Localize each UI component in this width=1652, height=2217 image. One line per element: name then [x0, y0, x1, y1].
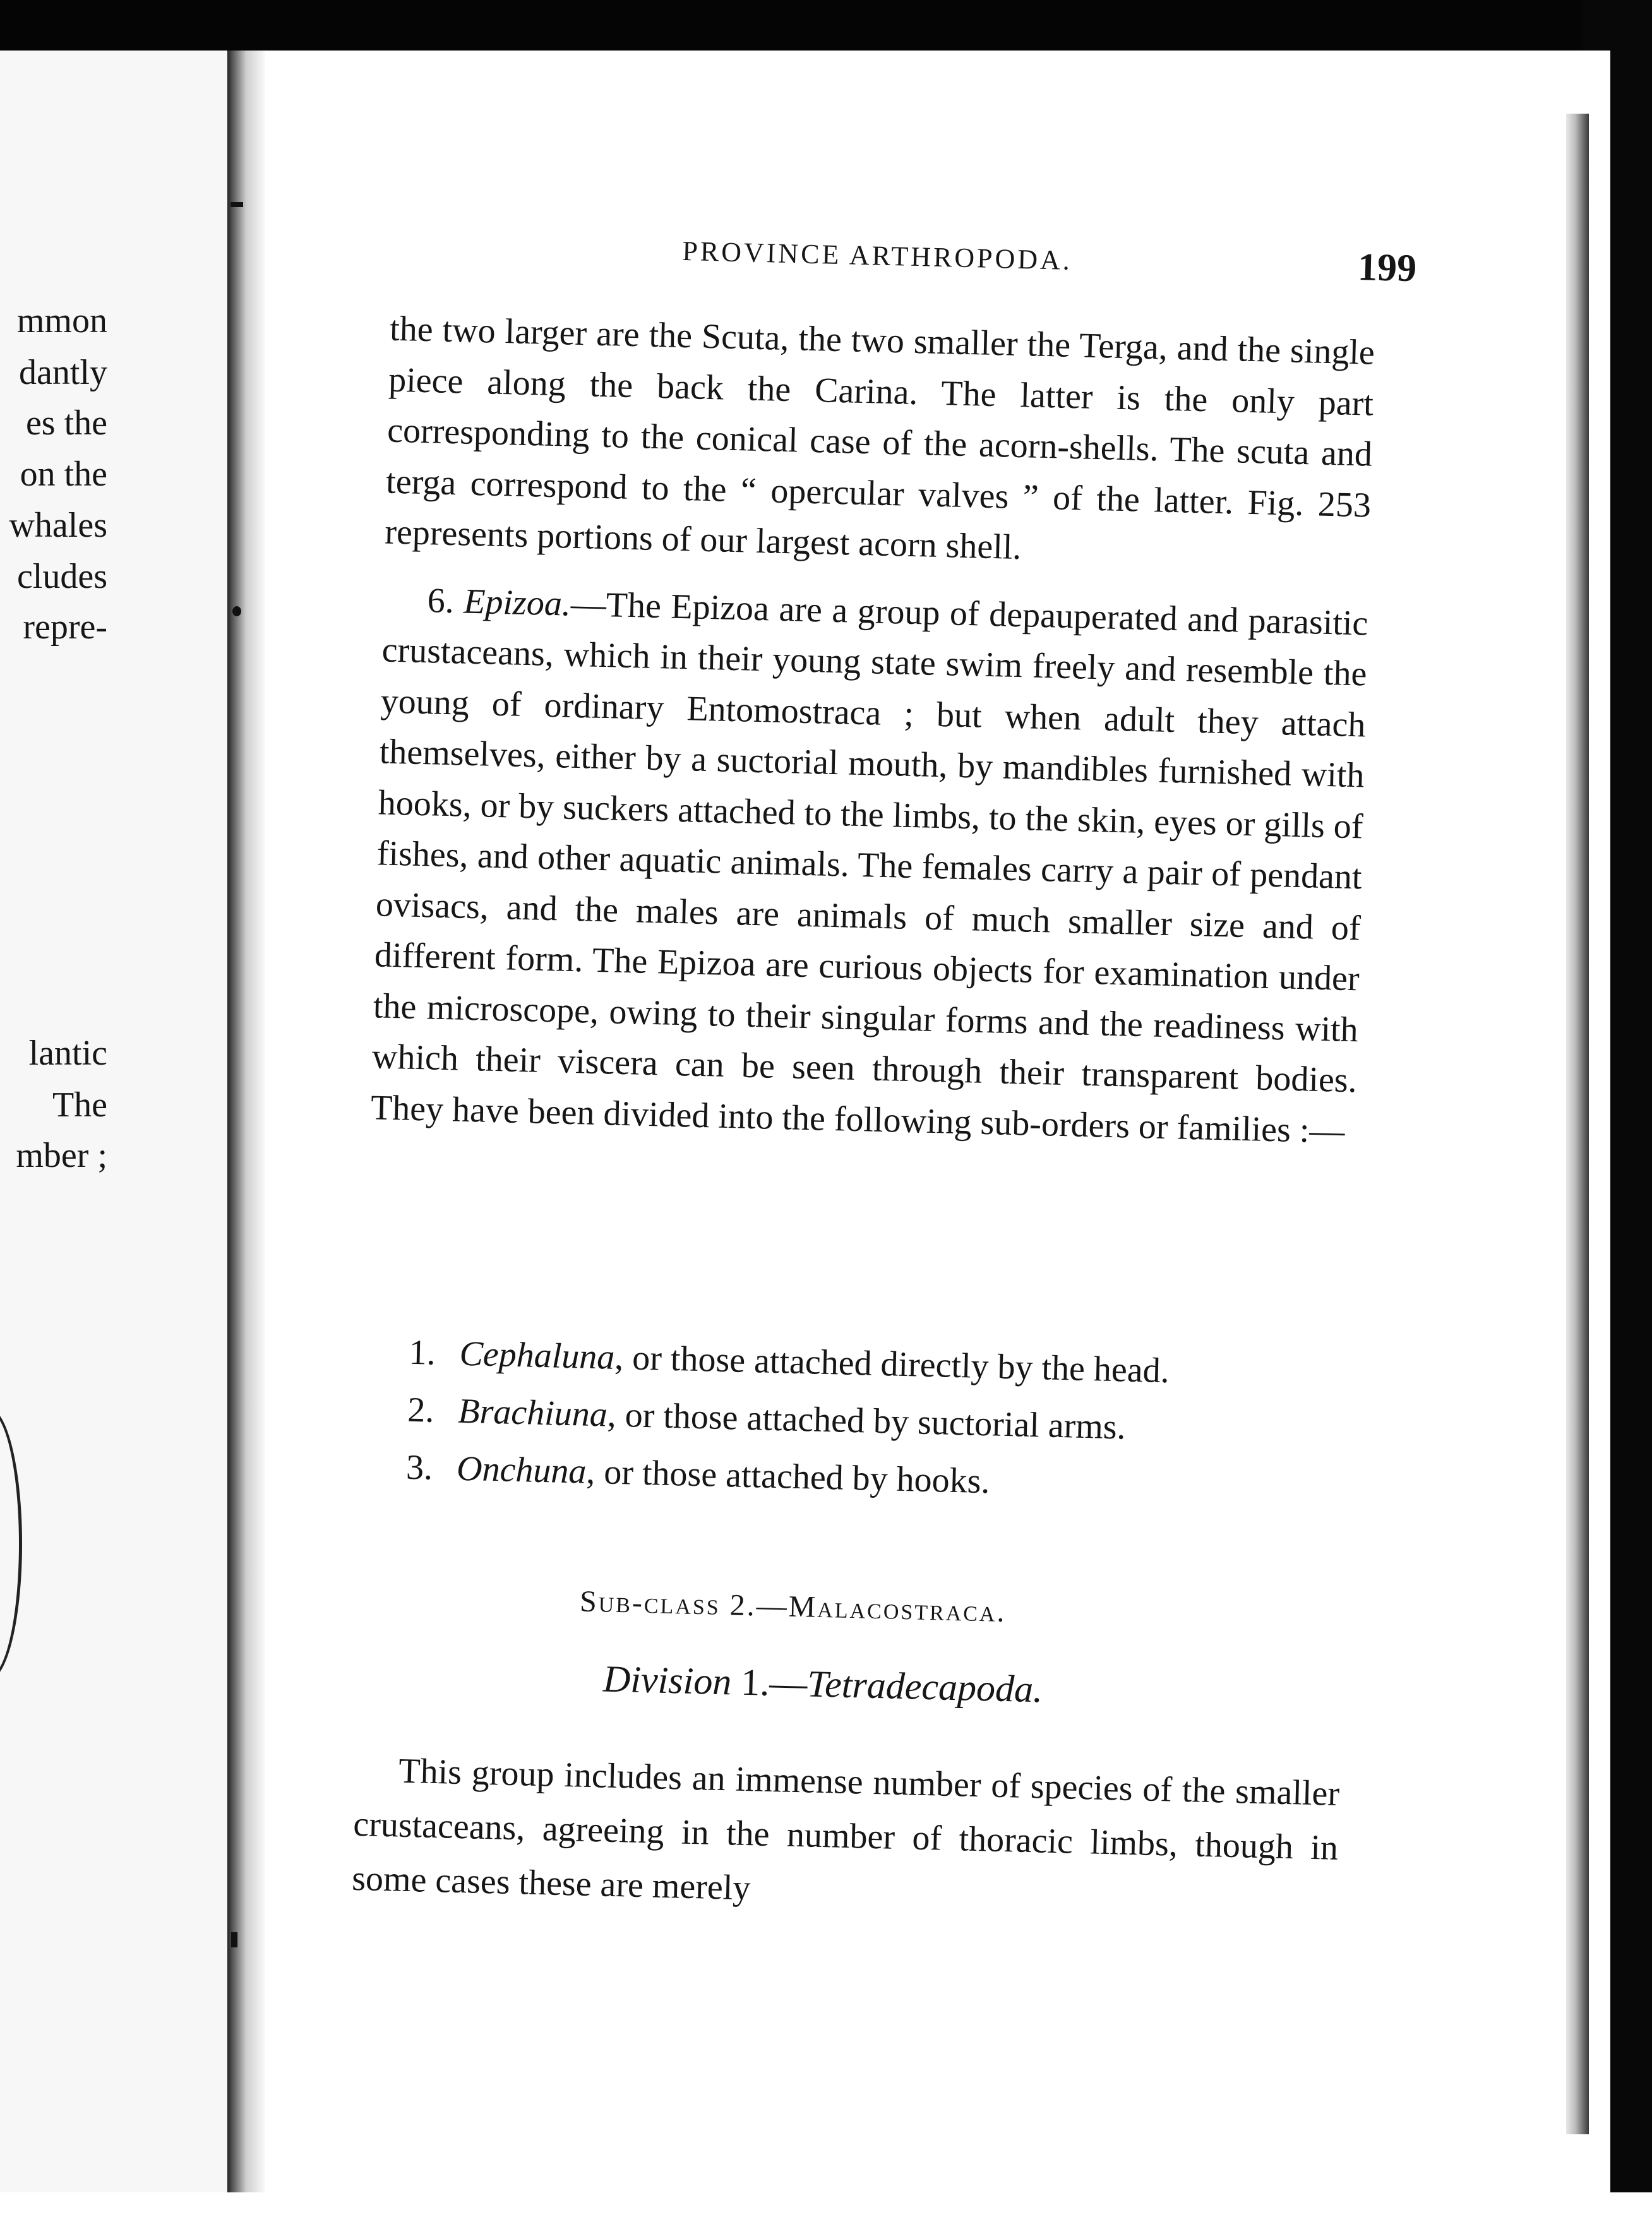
left-page-fragment: lantic [28, 1034, 107, 1073]
paragraph: the two larger are the Scuta, the two smaller the Terga, and the single piece along the back the Carina. The latter is the only part corresponding to the conical case of the acorn-shells. The scuta and terga correspond to the “ opercular valves ” of the latter. Fig. 253 represents portions of our largest acorn shell. [384, 309, 1375, 568]
page-content [325, 0, 1417, 2216]
paragraph: This group includes an immense number of species of the smaller crustaceans, agreeing in the number of thoracic limbs, though in some cases these are merely [351, 1751, 1340, 1908]
left-page-fragment: cludes [16, 557, 107, 596]
list-term: Brachiuna [457, 1391, 608, 1435]
page-number: 199 [1357, 246, 1417, 290]
binding-mark [231, 1932, 237, 1947]
binding-mark [232, 606, 241, 616]
paragraph-number: 6. [427, 580, 455, 621]
running-head: PROVINCE ARTHROPODA. [681, 235, 1073, 276]
left-page-fragment: The [52, 1085, 107, 1125]
body-text [370, 304, 1375, 1157]
families-list [405, 1324, 1306, 1519]
left-page-fragment: on the [20, 455, 107, 494]
previous-page [0, 51, 229, 2192]
list-text: , or those attached by suctorial arms. [607, 1395, 1127, 1447]
paragraph [370, 574, 1368, 1157]
list-text: , or those attached by hooks. [585, 1452, 991, 1502]
list-number: 3. [405, 1447, 433, 1488]
left-page-fragment: es the [25, 403, 107, 443]
illustration-fragment [0, 1408, 22, 1680]
list-term: Onchuna [456, 1449, 587, 1491]
list-text: , or those attached directly by the head. [614, 1337, 1170, 1391]
left-page-fragment: mmon [16, 301, 107, 340]
left-page-fragment: repre- [23, 607, 107, 647]
division-name: Tetradecapoda. [806, 1663, 1043, 1711]
left-page-fragment: mber ; [16, 1136, 107, 1175]
division-number: 1.— [731, 1661, 808, 1705]
list-term: Cephaluna [458, 1334, 616, 1377]
list-number: 2. [407, 1390, 435, 1430]
division-prefix: Division [602, 1658, 733, 1703]
left-page-fragment: dantly [19, 353, 107, 392]
binding-mark [230, 202, 243, 207]
page-edge-shadow [1566, 114, 1589, 2134]
division-heading [602, 1657, 1043, 1711]
list-number: 1. [408, 1332, 436, 1373]
left-page-fragment: whales [9, 506, 107, 545]
paragraph-term: Epizoa. [463, 582, 572, 624]
paragraph-text: —The Epizoa are a group of depauperated and parasitic crustaceans, which in their young state swim freely and resemble the young of ordinary Entomostraca ; but when adult they attach themselves, either by a suctorial mouth, by mandibles furnished with hooks, or by suckers attached to the limbs, to the skin, eyes or gills of fishes, and other aquatic animals. The females carry a pair of pendant ovisacs, and the males are animals of much smaller size and of different form. The Epizoa are curious objects for examination under the microscope, owing to their singular forms and the readiness with which their viscera can be seen through their transparent bodies. They have been divided into the following sub-orders or families :— [370, 584, 1369, 1151]
book-gutter [227, 51, 265, 2192]
subclass-heading: Sub-class 2.—Malacostraca. [579, 1584, 1007, 1629]
